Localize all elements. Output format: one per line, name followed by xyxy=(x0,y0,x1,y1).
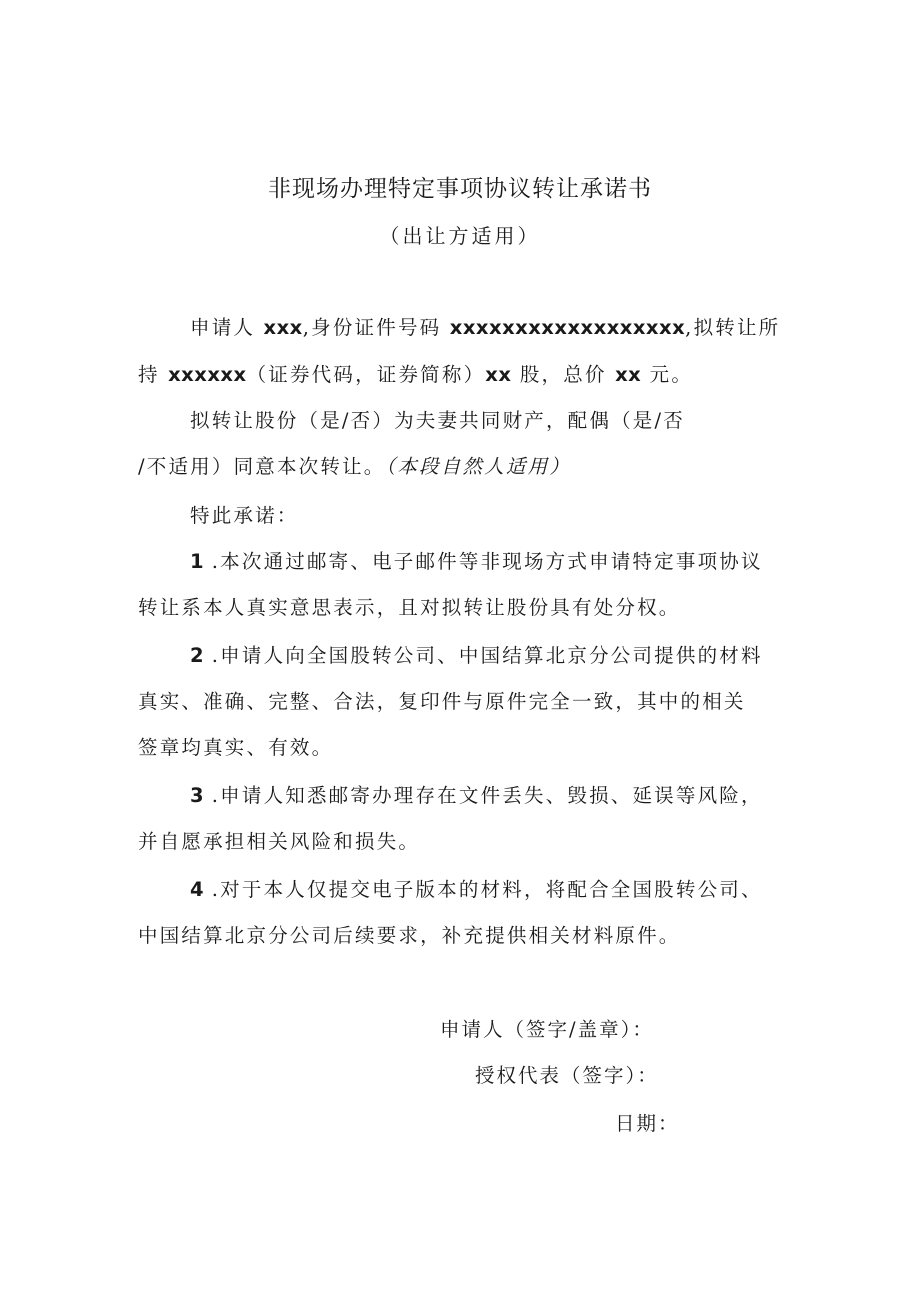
item-number: 2 xyxy=(190,644,206,667)
item-4-line-1 xyxy=(190,875,763,905)
intro-text: ,身份证件号码 xyxy=(302,316,442,339)
intro-line-1 xyxy=(190,313,780,343)
spouse-line-1: 拟转让股份（是/否）为夫妻共同财产，配偶（是/否 xyxy=(190,409,685,432)
spouse-line-2 xyxy=(138,452,571,482)
applicant-name: xxx xyxy=(263,316,303,339)
item-1-line-2: 转让系本人真实意思表示，且对拟转让股份具有处分权。 xyxy=(138,596,681,619)
share-count: xx xyxy=(485,363,512,386)
item-2-line-3: 签章均真实、有效。 xyxy=(138,736,334,759)
item-3-line-2: 并自愿承担相关风险和损失。 xyxy=(138,830,421,853)
item-3-line-1 xyxy=(190,781,763,811)
spouse-note: （本段自然人适用） xyxy=(385,455,572,478)
intro-text: 股，总价 xyxy=(519,363,607,386)
commit-heading: 特此承诺： xyxy=(190,504,299,527)
applicant-signature-label: 申请人（签字/盖章）： xyxy=(440,1018,654,1041)
item-number: 3 xyxy=(190,784,206,807)
date-label: 日期： xyxy=(615,1112,680,1135)
item-text: .申请人知悉邮寄办理存在文件丢失、毁损、延误等风险， xyxy=(211,784,763,807)
item-2-line-1 xyxy=(190,641,763,671)
item-number: 1 xyxy=(190,550,206,573)
item-number: 4 xyxy=(190,878,206,901)
intro-text: （证券代码，证券简称） xyxy=(246,363,486,386)
item-4-line-2: 中国结算北京分公司后续要求，补充提供相关材料原件。 xyxy=(138,924,681,947)
intro-text: 元。 xyxy=(649,363,694,386)
security-code: xxxxxx xyxy=(168,363,247,386)
item-text: .本次通过邮寄、电子邮件等非现场方式申请特定事项协议 xyxy=(211,550,763,573)
item-text: .对于本人仅提交电子版本的材料，将配合全国股转公司、 xyxy=(211,878,763,901)
intro-text: ,拟转让所 xyxy=(685,316,781,339)
document-title: 非现场办理特定事项协议转让承诺书 xyxy=(268,176,652,202)
item-text: .申请人向全国股转公司、中国结算北京分公司提供的材料 xyxy=(211,644,763,667)
document-subtitle: （出让方适用） xyxy=(379,224,541,248)
total-price: xx xyxy=(615,363,642,386)
spouse-text: /不适用）同意本次转让。 xyxy=(138,455,386,478)
intro-text: 持 xyxy=(138,363,160,386)
intro-text: 申请人 xyxy=(190,316,256,339)
item-1-line-1 xyxy=(190,547,763,577)
item-2-line-2: 真实、准确、完整、合法，复印件与原件完全一致，其中的相关 xyxy=(138,690,746,713)
representative-signature-label: 授权代表（签字）： xyxy=(475,1064,659,1087)
intro-line-2 xyxy=(138,360,693,390)
id-number: xxxxxxxxxxxxxxxxxx xyxy=(449,316,686,339)
